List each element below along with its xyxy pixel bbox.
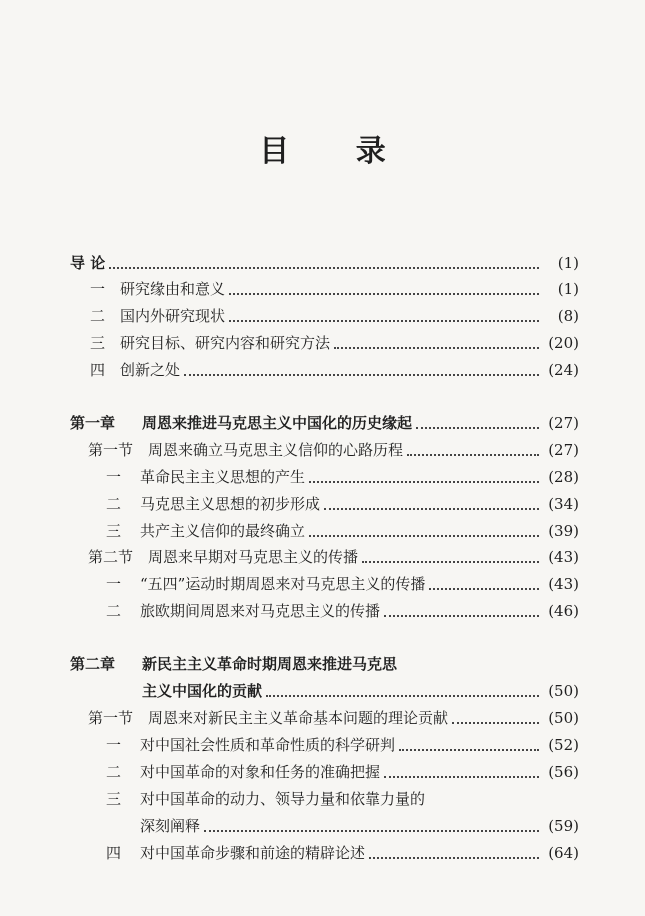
page-number: (52) [548,736,579,754]
toc-entry-section[interactable] [88,707,579,729]
toc-entry-section[interactable] [88,439,579,461]
page-number: (27) [548,414,579,432]
page-number: (50) [548,709,579,727]
item-text: 马克思主义思想的初步形成 [140,495,321,513]
page-number: (43) [548,548,579,566]
item-text: 创新之处 [120,361,181,379]
item-text: 对中国革命的动力、领导力量和依靠力量的 [140,790,426,808]
item-text: 研究缘由和意义 [120,280,226,298]
item-text: 对中国社会性质和革命性质的科学研判 [140,736,396,754]
leader-dots [452,712,539,724]
page-number: (59) [548,817,579,835]
leader-dots [429,578,539,590]
page-number: (24) [548,361,579,379]
toc-entry-chapter-2-line1[interactable] [70,653,397,675]
item-number: 一 [90,280,106,298]
toc-entry[interactable] [106,761,579,783]
leader-dots [369,847,539,859]
page-number: (64) [548,844,579,862]
toc-entry[interactable] [90,359,579,381]
toc-entry[interactable] [90,305,579,327]
toc-entry-line2[interactable] [140,815,579,837]
item-number: 二 [106,495,122,513]
item-text: 国内外研究现状 [120,307,226,325]
toc-entry-chapter-1[interactable] [70,412,579,434]
toc-entry[interactable] [106,842,579,864]
leader-dots [334,337,539,349]
chapter-title-continued: 主义中国化的贡献 [142,682,263,700]
page-number: (43) [548,575,579,593]
toc-entry-section[interactable] [88,546,579,568]
section-label: 第一节 [88,709,134,727]
leader-dots [384,766,539,778]
intro-label: 导 论 [70,254,106,272]
toc-entry-line1[interactable] [106,788,425,810]
leader-dots [204,820,539,832]
toc-entry[interactable] [106,520,579,542]
item-text: 对中国革命步骤和前途的精辟论述 [140,844,366,862]
toc-entry[interactable] [106,466,579,488]
toc-entry[interactable] [106,573,579,595]
item-number: 一 [106,736,122,754]
item-text: 旅欧期间周恩来对马克思主义的传播 [140,602,381,620]
section-title: 周恩来对新民主主义革命基本问题的理论贡献 [148,709,449,727]
toc-entry[interactable] [106,493,579,515]
page-number: (1) [557,280,579,298]
page-number: (8) [557,307,579,325]
page-number: (27) [548,441,579,459]
section-title: 周恩来早期对马克思主义的传播 [148,548,359,566]
page-number: (50) [548,682,579,700]
item-text: 对中国革命的对象和任务的准确把握 [140,763,381,781]
page-number: (1) [557,254,579,272]
item-number: 二 [90,307,106,325]
page-number: (46) [548,602,579,620]
toc-entry[interactable] [90,332,579,354]
item-number: 二 [106,763,122,781]
item-text: 革命民主主义思想的产生 [140,468,306,486]
section-label: 第一节 [88,441,134,459]
page-number: (56) [548,763,579,781]
page-number: (20) [548,334,579,352]
item-number: 三 [106,522,122,540]
item-number: 三 [106,790,122,808]
chapter-label: 第一章 [70,414,116,432]
leader-dots [309,471,539,483]
leader-dots [384,605,539,617]
leader-dots [309,525,539,537]
leader-dots [229,310,539,322]
toc-entry[interactable] [90,278,579,300]
item-number: 四 [90,361,106,379]
item-number: 一 [106,575,122,593]
chapter-title: 周恩来推进马克思主义中国化的历史缘起 [142,414,413,432]
page-title: 目 录 [259,134,414,169]
toc-entry-chapter-2-line2[interactable] [142,680,579,702]
item-number: 三 [90,334,106,352]
chapter-title: 新民主主义革命时期周恩来推进马克思 [142,655,398,673]
leader-dots [416,417,539,429]
item-text-continued: 深刻阐释 [140,817,201,835]
item-text: “五四”运动时期周恩来对马克思主义的传播 [140,575,426,593]
leader-dots [407,444,539,456]
item-number: 四 [106,844,122,862]
chapter-label: 第二章 [70,655,116,673]
leader-dots [362,551,539,563]
page-number: (28) [548,468,579,486]
leader-dots [184,364,539,376]
leader-dots [399,739,539,751]
page-number: (39) [548,522,579,540]
toc-entry-intro[interactable] [70,252,579,274]
leader-dots [266,685,539,697]
item-text: 共产主义信仰的最终确立 [140,522,306,540]
section-title: 周恩来确立马克思主义信仰的心路历程 [148,441,404,459]
section-label: 第二节 [88,548,134,566]
toc-entry[interactable] [106,734,579,756]
page-number: (34) [548,495,579,513]
toc-entry[interactable] [106,600,579,622]
item-text: 研究目标、研究内容和研究方法 [120,334,331,352]
leader-dots [109,257,539,269]
item-number: 二 [106,602,122,620]
item-number: 一 [106,468,122,486]
leader-dots [324,498,539,510]
leader-dots [229,283,539,295]
